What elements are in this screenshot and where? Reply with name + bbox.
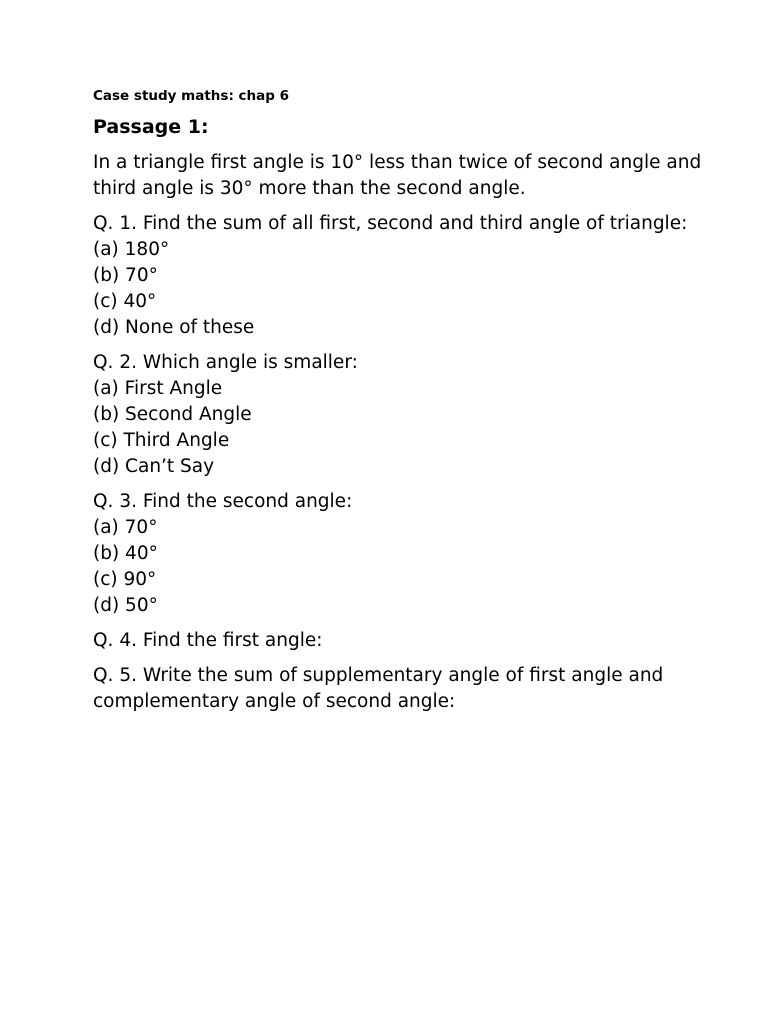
option-b: (b) 70° [93,265,158,286]
option-c: (c) 40° [93,291,157,312]
question-1 [93,211,733,341]
question-2 [93,350,733,480]
option-a: (a) 180° [93,239,170,260]
question-text: Q. 3. Find the second angle: [93,491,353,512]
question-text: Q. 1. Find the sum of all first, second and third angle of triangle: [93,213,688,234]
question-5 [93,663,733,715]
option-b: (b) 40° [93,543,158,564]
option-d: (d) Can’t Say [93,456,215,477]
question-text: Q. 5. Write the sum of supplementary angle of first angle and complementary angle of second angle: [93,665,664,712]
question-text: Q. 4. Find the first angle: [93,630,323,651]
option-b: (b) Second Angle [93,404,252,425]
document-header: Case study maths: chap 6 [93,88,290,104]
passage-text: In a triangle first angle is 10° less than twice of second angle and third angle is 30° more than the second angle. [93,152,702,199]
question-text: Q. 2. Which angle is smaller: [93,352,358,373]
question-3 [93,489,733,619]
option-a: (a) First Angle [93,378,223,399]
option-d: (d) None of these [93,317,255,338]
document-page [93,86,733,715]
question-4 [93,628,733,654]
passage-title: Passage 1: [93,116,209,138]
option-c: (c) Third Angle [93,430,230,451]
option-a: (a) 70° [93,517,158,538]
option-c: (c) 90° [93,569,157,590]
option-d: (d) 50° [93,595,158,616]
